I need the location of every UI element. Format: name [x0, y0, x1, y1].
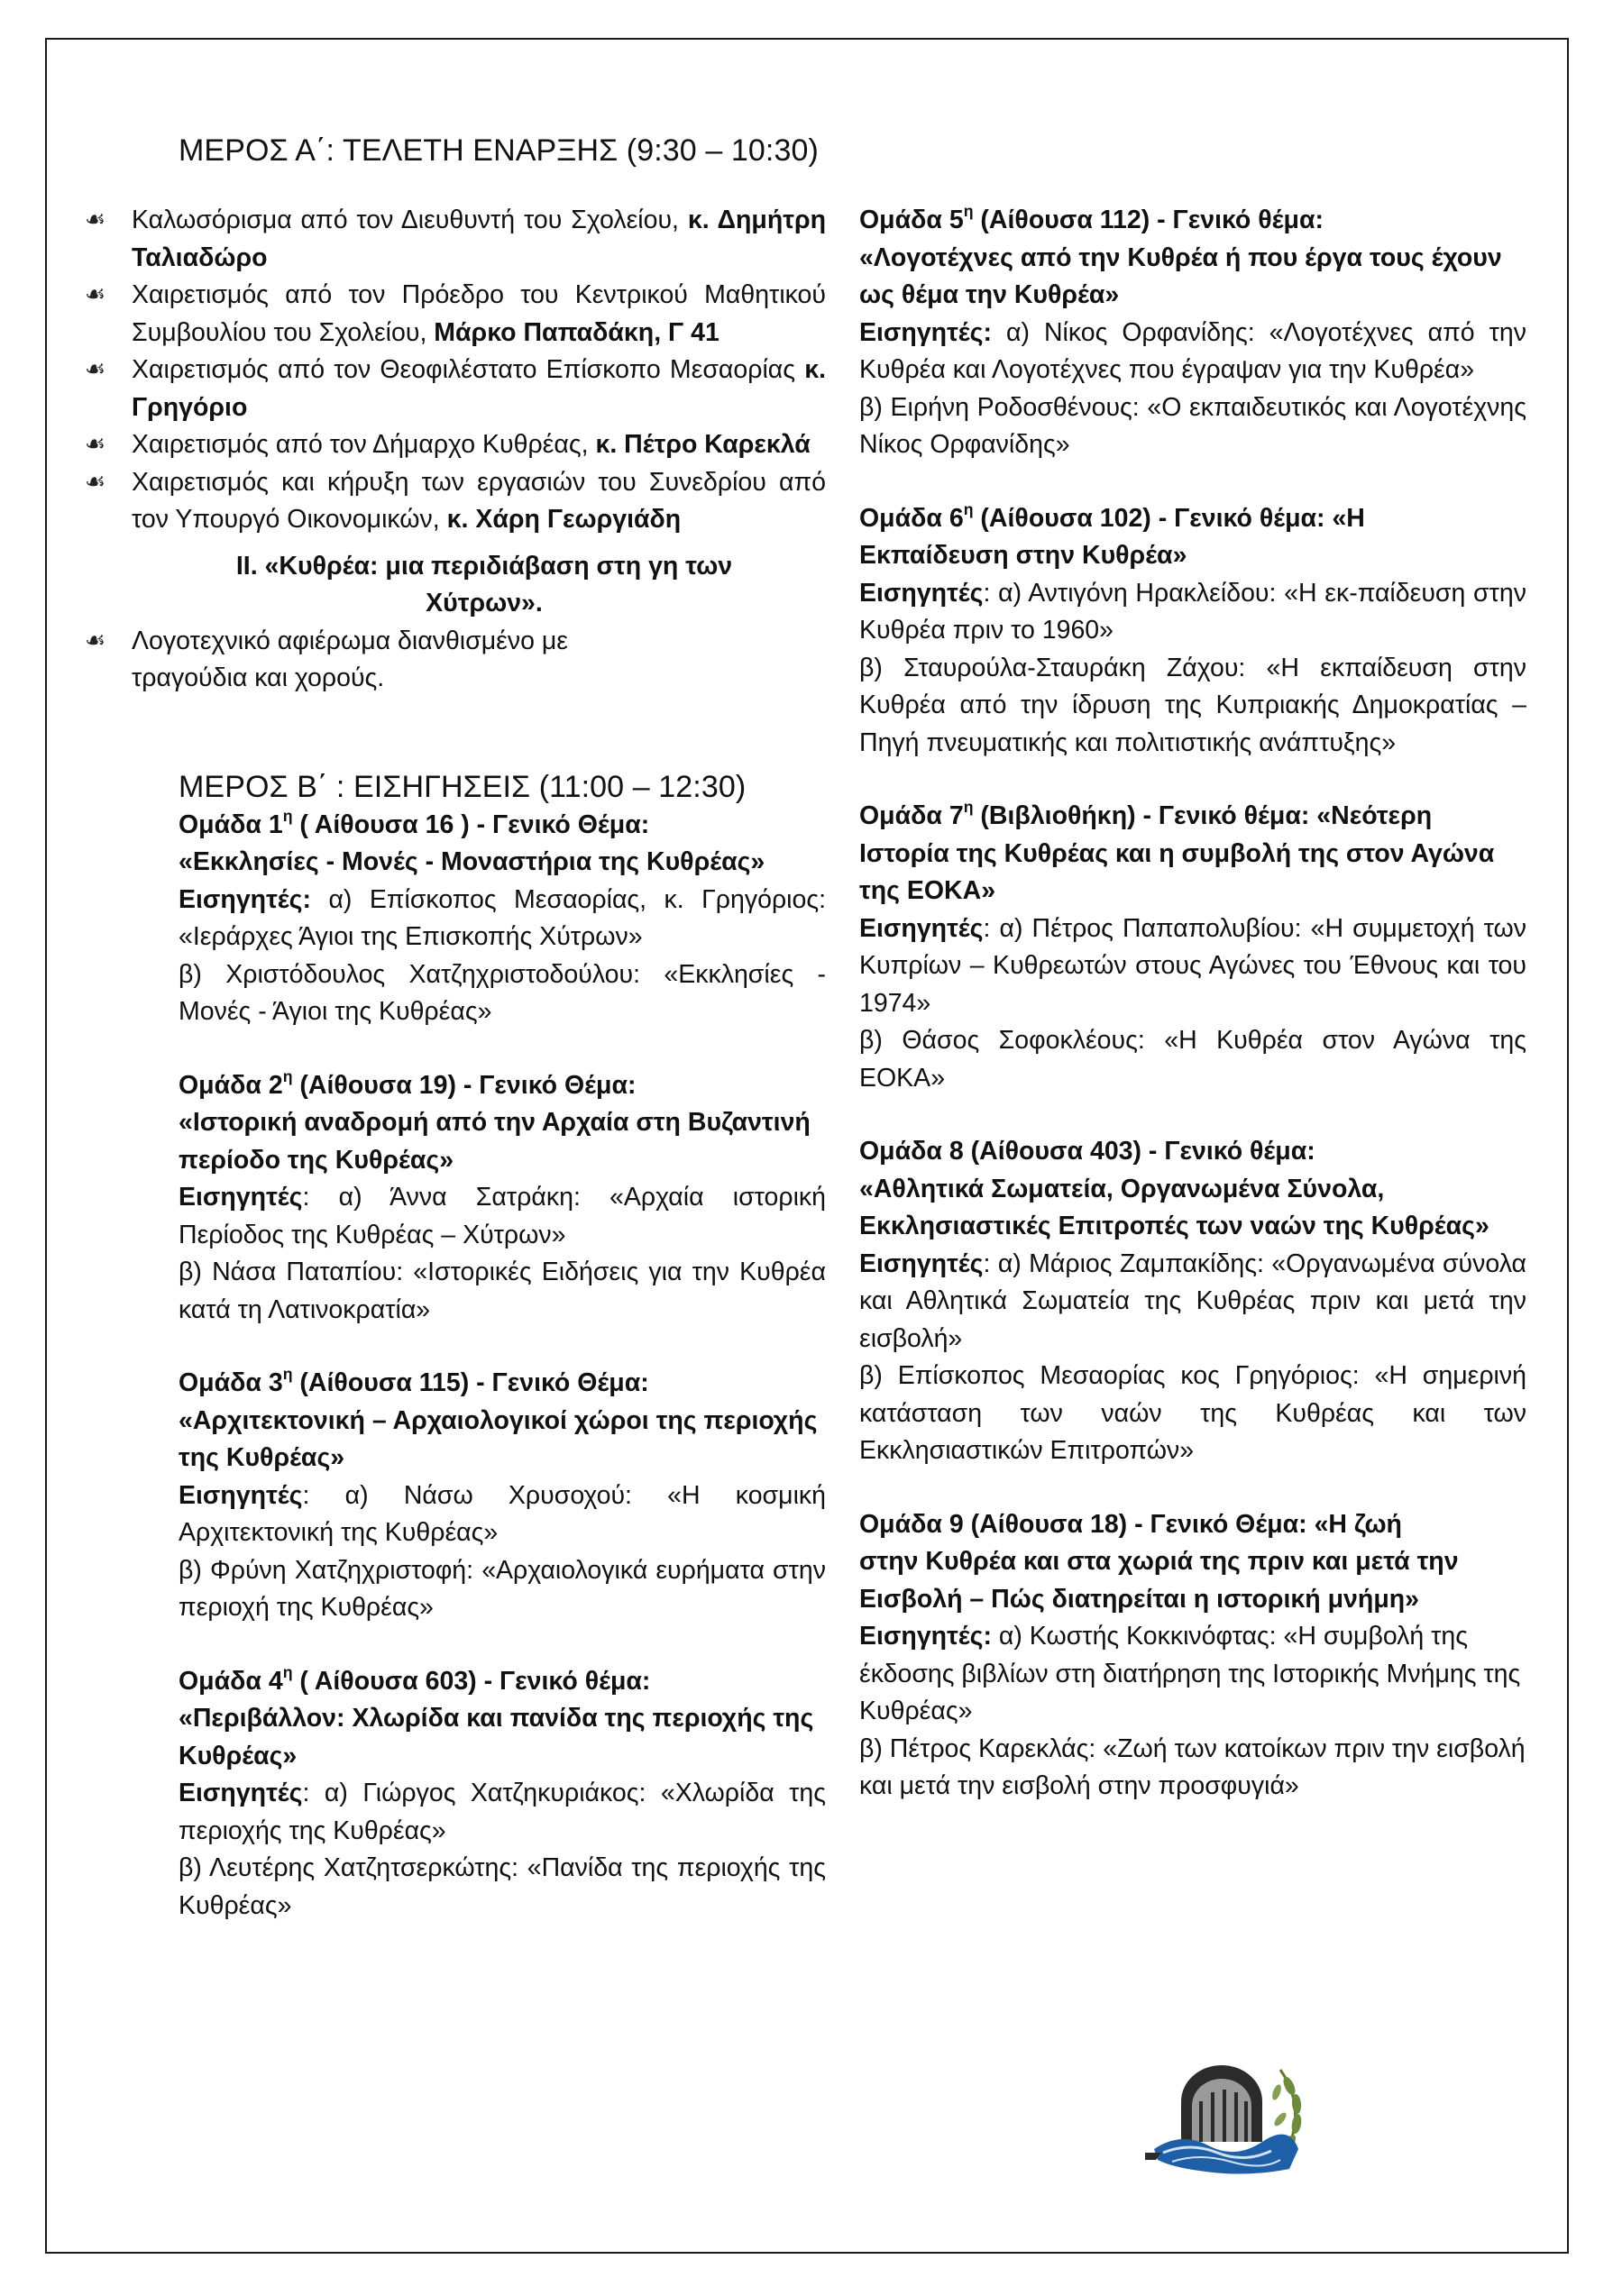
- group-title: «Λογοτέχνες από την Κυθρέα ή που έργα τους έχουν ως θέμα την Κυθρέα»: [859, 242, 1502, 309]
- speaker-a: Εισηγητές: α) Αντιγόνη Ηρακλείδου: «Η εκ-παίδευση στην Κυθρέα πριν το 1960»: [859, 578, 1526, 645]
- list-item: ☙ Χαιρετισμός και κήρυξη των εργασιών του Συνεδρίου από τον Υπουργό Οικονομικών, κ. Χάρη Γεωργιάδη: [85, 464, 826, 539]
- group-2: [179, 1067, 826, 1330]
- arch-building-icon: [1181, 2065, 1262, 2142]
- part-a-list: [85, 202, 826, 539]
- speaker-a: Εισηγητές: α) Νάσω Χρυσοχού: «Η κοσμική Αρχιτεκτονική της Κυθρέας»: [179, 1480, 827, 1547]
- list-item: ☙ Χαιρετισμός από τον Πρόεδρο του Κεντρικού Μαθητικού Συμβουλίου του Σχολείου, Μάρκο Παπαδάκη, Γ 41: [85, 277, 826, 352]
- speaker-b: β) Νάσα Παταπίου: «Ιστορικές Ειδήσεις για την Κυθρέα κατά τη Λατινοκρατία»: [179, 1258, 826, 1324]
- group-title: Εκπαίδευση στην Κυθρέα»: [859, 541, 1187, 570]
- speaker-a: Εισηγητές: α) Γιώργος Χατζηκυριάκος: «Χλωρίδα της περιοχής της Κυθρέας»: [179, 1779, 826, 1845]
- group-7: [859, 798, 1526, 1097]
- list-item: ☙ Λογοτεχνικό αφιέρωμα διανθισμένο με τραγούδια και χορούς.: [85, 623, 826, 698]
- speaker-b: β) Πέτρος Καρεκλάς: «Ζωή των κατοίκων πριν την εισβολή και μετά την εισβολή στην προσφυγιά»: [859, 1733, 1526, 1800]
- group-9: [859, 1506, 1526, 1806]
- speaker-a: Εισηγητές: α) Νίκος Ορφανίδης: «Λογοτέχνες από την Κυθρέα και Λογοτέχνες που έγραψαν για την Κυθρέα»: [859, 317, 1526, 384]
- group-1: [179, 807, 826, 1031]
- bullet-icon: ☙: [85, 281, 106, 308]
- list-item: ☙ Χαιρετισμός από τον Δήμαρχο Κυθρέας, κ. Πέτρο Καρεκλά: [85, 426, 826, 464]
- church-laurel-logo: [1145, 2052, 1307, 2187]
- group-8: [859, 1133, 1526, 1470]
- speaker-a: Εισηγητές: α) Κωστής Κοκκινόφτας: «Η συμβολή της έκδοσης βιβλίων στη διατήρηση της Ιστορικής Μνήμης της Κυθρέας»: [859, 1622, 1521, 1725]
- group-heading: Ομάδα $4^\eta$ ( Αίθουσα 603) - Γενικό θέμα:: [179, 1662, 651, 1696]
- speaker-b: β) Φρύνη Χατζηχριστοφή: «Αρχαιολογικά ευρήματα στην περιοχή της Κυθρέας»: [179, 1555, 826, 1622]
- group-heading: Ομάδα $7^\eta$ (Βιβλιοθήκη) - Γενικό θέμα: «Νεότερη: [859, 797, 1433, 830]
- part-a-subheading: ΙΙ. «Κυθρέα: μια περιδιάβαση στη γη των Χύτρων».: [235, 551, 733, 617]
- speaker-b: β) Σταυρούλα-Σταυράκη Ζάχου: «Η εκπαίδευση στην Κυθρέα από την ίδρυση της Κυπριακής Δημοκρατίας – Πηγή πνευματικής και πολιτιστικής ανάπτυξης»: [859, 653, 1526, 757]
- part-a-heading: ΜΕΡΟΣ Α΄: ΤΕΛΕΤΗ ΕΝΑΡΞΗΣ (9:30 – 10:30): [179, 133, 819, 168]
- list-item: ☙ Χαιρετισμός από τον Θεοφιλέστατο Επίσκοπο Μεσαορίας κ. Γρηγόριο: [85, 352, 826, 426]
- part-a-closing-list: [85, 623, 826, 698]
- group-title: Ιστορία της Κυθρέας και η συμβολή της στον Αγώνα της ΕΟΚΑ»: [859, 838, 1495, 905]
- group-heading: Ομάδα $1^\eta$ ( Αίθουσα 16 ) - Γενικό Θέμα:: [179, 806, 650, 839]
- group-title: «Εκκλησίες - Μονές - Μοναστήρια της Κυθρέας»: [179, 847, 765, 876]
- group-heading: Ομάδα $5^\eta$ (Αίθουσα 112) - Γενικό θέμα:: [859, 201, 1324, 234]
- page-frame: [45, 38, 1569, 2254]
- speaker-b: β) Χριστόδουλος Χατζηχριστοδούλου: «Εκκλησίες - Μονές - Άγιοι της Κυθρέας»: [179, 959, 826, 1026]
- group-heading: Ομάδα $6^\eta$ (Αίθουσα 102) - Γενικό θέμα: «Η: [859, 499, 1365, 533]
- group-3: [179, 1365, 826, 1627]
- group-title: «Αθλητικά Σωματεία, Οργανωμένα Σύνολα, Εκκλησιαστικές Επιτροπές των ναών της Κυθρέας»: [859, 1174, 1489, 1240]
- group-heading: Ομάδα $3^\eta$ (Αίθουσα 115) - Γενικό Θέμα:: [179, 1364, 649, 1397]
- group-heading: Ομάδα $2^\eta$ (Αίθουσα 19) - Γενικό Θέμα:: [179, 1066, 637, 1100]
- group-title: στην Κυθρέα και στα χωριά της πριν και μετά την Εισβολή – Πώς διατηρείται η ιστορική μνήμη»: [859, 1547, 1459, 1614]
- bullet-icon: ☙: [85, 431, 106, 458]
- group-title: «Περιβάλλον: Χλωρίδα και πανίδα της περιοχής της Κυθρέας»: [179, 1704, 814, 1770]
- speaker-a: Εισηγητές: α) Πέτρος Παπαπολυβίου: «Η συμμετοχή των Κυπρίων – Κυθρεωτών στους Αγώνες του Έθνους και του 1974»: [859, 913, 1526, 1018]
- bullet-icon: ☙: [85, 627, 106, 654]
- left-column: [85, 40, 826, 1961]
- speaker-a: Εισηγητές: α) Άννα Σατράκη: «Αρχαία ιστορική Περίοδος της Κυθρέας – Χύτρων»: [179, 1183, 827, 1249]
- part-b-heading: ΜΕΡΟΣ Β΄ : ΕΙΣΗΓΗΣΕΙΣ (11:00 – 12:30): [179, 769, 747, 804]
- group-title: «Αρχιτεκτονική – Αρχαιολογικοί χώροι της περιοχής της Κυθρέας»: [179, 1405, 818, 1472]
- group-title: «Ιστορική αναδρομή από την Αρχαία στη Βυζαντινή περίοδο της Κυθρέας»: [179, 1108, 811, 1175]
- group-heading: Ομάδα 8 (Αίθουσα 403) - Γενικό θέμα:: [859, 1137, 1315, 1166]
- speaker-a: Εισηγητές: α) Μάριος Ζαμπακίδης: «Οργανωμένα σύνολα και Αθλητικά Σωματεία της Κυθρέας πριν και μετά την εισβολή»: [859, 1249, 1526, 1353]
- right-column: [859, 40, 1526, 1842]
- groups-left: [85, 807, 826, 1926]
- group-4: [179, 1663, 826, 1926]
- speaker-b: β) Θάσος Σοφοκλέους: «Η Κυθρέα στον Αγώνα της ΕΟΚΑ»: [859, 1026, 1526, 1093]
- group-5: [859, 202, 1526, 464]
- group-6: [859, 500, 1526, 763]
- bullet-icon: ☙: [85, 206, 106, 233]
- speaker-a: Εισηγητές: α) Επίσκοπος Μεσαορίας, κ. Γρηγόριος: «Ιεράρχες Άγιοι της Επισκοπής Χύτρων»: [179, 884, 827, 951]
- list-item: ☙ Καλωσόρισμα από τον Διευθυντή του Σχολείου, κ. Δημήτρη Ταλιαδώρο: [85, 202, 826, 277]
- group-heading: Ομάδα 9 (Αίθουσα 18) - Γενικό Θέμα: «Η ζωή: [859, 1509, 1402, 1539]
- speaker-b: β) Ειρήνη Ροδοσθένους: «Ο εκπαιδευτικός και Λογοτέχνης Νίκος Ορφανίδης»: [859, 392, 1526, 459]
- speaker-b: β) Επίσκοπος Μεσαορίας κος Γρηγόριος: «Η σημερινή κατάσταση των ναών της Κυθρέας και των Εκκλησιαστικών Επιτροπών»: [859, 1361, 1526, 1465]
- bullet-icon: ☙: [85, 468, 106, 496]
- speaker-b: β) Λευτέρης Χατζητσερκώτης: «Πανίδα της περιοχής της Κυθρέας»: [179, 1853, 826, 1920]
- bullet-icon: ☙: [85, 356, 106, 383]
